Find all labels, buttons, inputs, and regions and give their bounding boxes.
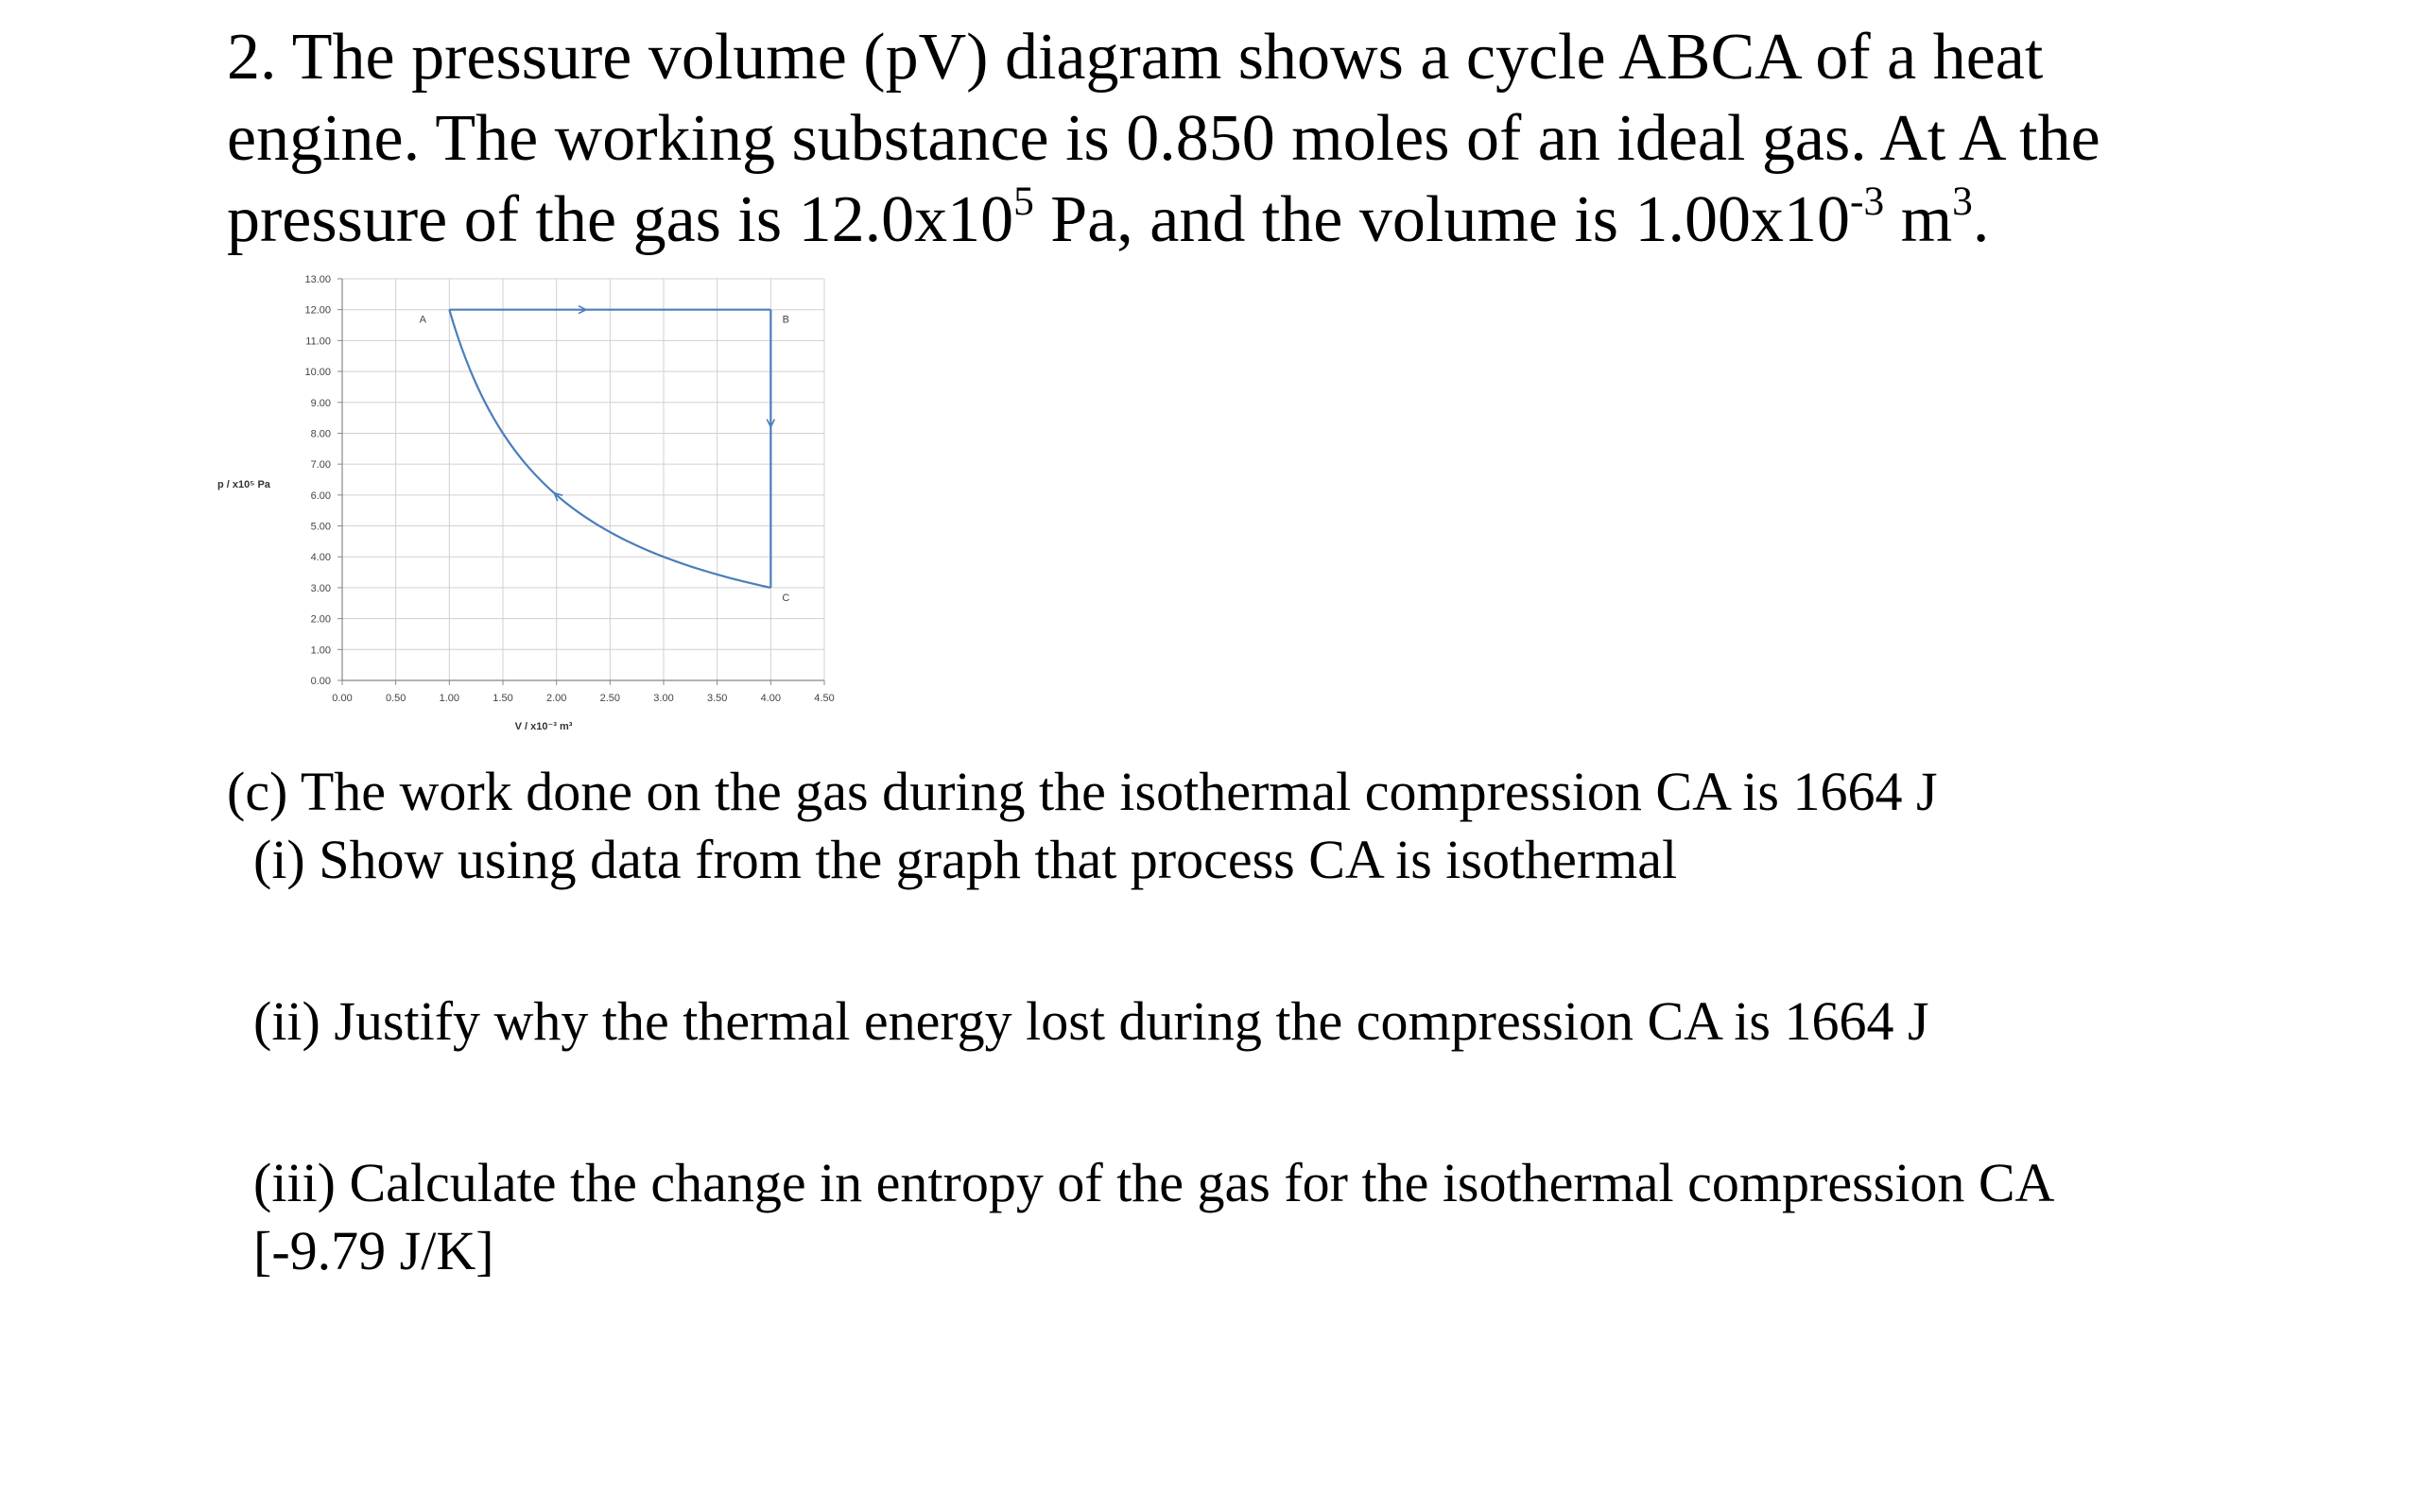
period: . — [1972, 183, 1990, 256]
x-tick-label: 3.50 — [706, 693, 728, 704]
y-tick-label: 8.00 — [310, 428, 331, 440]
question-number: 2. — [227, 21, 277, 94]
y-tick-labels — [304, 274, 331, 687]
y-tick-label: 7.00 — [310, 459, 331, 472]
part-ii-text: (ii) Justify why the thermal energy lost during the compression CA is 1664 J — [253, 990, 1929, 1052]
y-tick-label: 6.00 — [310, 490, 331, 502]
point-label-b: B — [782, 314, 790, 326]
y-tick-label: 2.00 — [310, 613, 331, 626]
y-axis-label: p / x10⁵ Pa — [217, 479, 270, 490]
volume-text: Pa, and the volume is 1.00x10 — [1033, 183, 1851, 256]
x-tick-label: 2.50 — [599, 693, 621, 704]
part-iii-answer: [-9.79 J/K] — [253, 1220, 494, 1281]
x-tick-label: 4.00 — [760, 693, 782, 704]
pressure-text: pressure of the gas is 12.0x10 — [227, 183, 1014, 256]
y-tick-label: 0.00 — [310, 676, 331, 687]
part-i-text: (i) Show using data from the graph that process CA is isothermal — [253, 829, 1678, 890]
y-tick-label: 11.00 — [305, 335, 331, 348]
x-tick-label: 1.00 — [439, 693, 460, 704]
chart-grid — [342, 279, 824, 680]
x-tick-label: 3.00 — [653, 693, 674, 704]
y-tick-label: 3.00 — [310, 582, 331, 594]
unit-exponent: 3 — [1952, 178, 1973, 224]
y-tick-label: 9.00 — [310, 397, 331, 409]
point-label-a: A — [419, 314, 427, 326]
x-tick-label: 0.50 — [385, 693, 406, 704]
chart-axes — [337, 279, 824, 685]
part-iii-text: (iii) Calculate the change in entropy of the gas for the isothermal compression CA — [253, 1152, 2055, 1213]
pv-diagram — [208, 269, 870, 751]
y-tick-label: 1.00 — [310, 644, 331, 657]
x-axis-label: V / x10⁻³ m³ — [514, 721, 573, 732]
point-label-c: C — [782, 592, 790, 604]
y-tick-label: 13.00 — [304, 274, 331, 285]
x-tick-label: 0.00 — [332, 693, 353, 704]
question-line-2: engine. The working substance is 0.850 moles of an ideal gas. At A the — [227, 102, 2100, 175]
x-tick-label: 1.50 — [493, 693, 513, 704]
y-tick-label: 12.00 — [304, 304, 331, 317]
x-tick-label: 4.50 — [814, 693, 835, 704]
cycle-series — [449, 306, 774, 588]
pressure-exponent: 5 — [1013, 178, 1034, 224]
x-tick-labels — [332, 693, 834, 704]
y-tick-label: 10.00 — [304, 367, 331, 379]
volume-exponent: -3 — [1850, 178, 1885, 224]
y-tick-label: 5.00 — [310, 521, 331, 533]
question-intro — [227, 17, 2307, 261]
y-tick-label: 4.00 — [310, 552, 331, 564]
question-line-1-text: The pressure volume (pV) diagram shows a cycle ABCA of a heat — [291, 21, 2044, 94]
part-c-text: (c) The work done on the gas during the isothermal compression CA is 1664 J — [227, 761, 1938, 822]
point-labels — [420, 315, 790, 604]
question-line-1 — [227, 17, 2307, 98]
x-tick-label: 2.00 — [545, 693, 567, 704]
unit-text: m — [1884, 183, 1953, 256]
question-line-3 — [227, 180, 2307, 261]
